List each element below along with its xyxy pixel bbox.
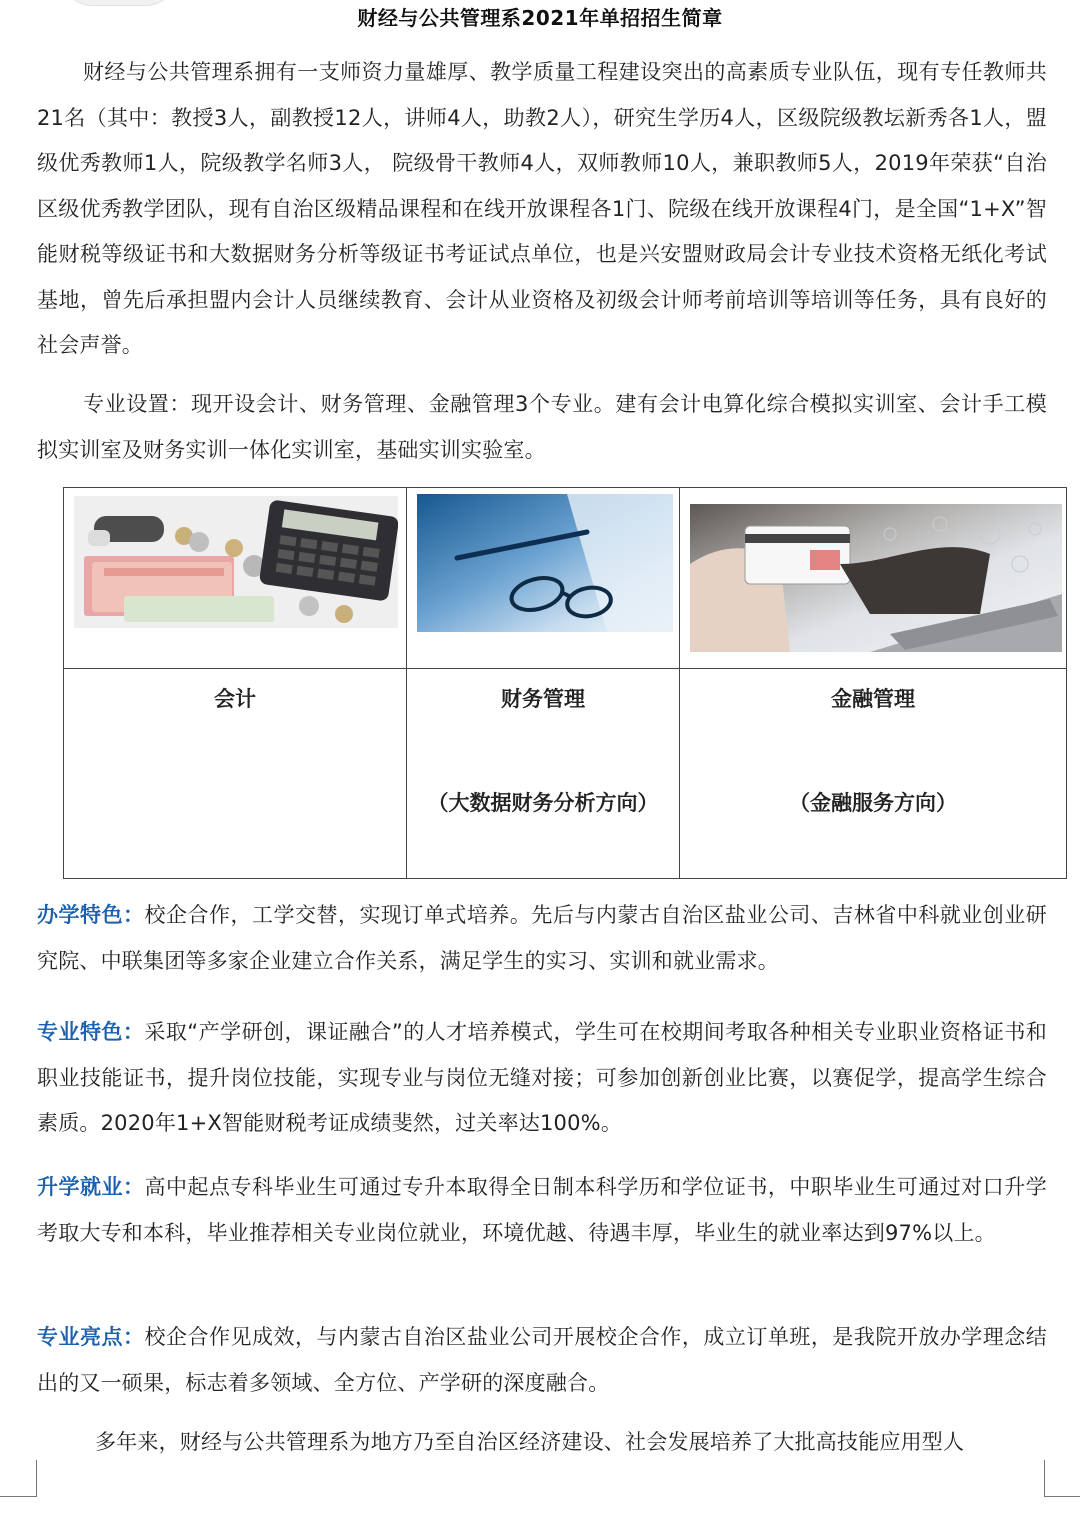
school-feature-paragraph — [37, 893, 1047, 984]
career-paragraph — [37, 1165, 1047, 1256]
highlight-paragraph — [37, 1315, 1047, 1406]
glasses-pen-photo-icon — [417, 494, 673, 632]
career-text: 高中起点专科毕业生可通过专升本取得全日制本科学历和学位证书，中职毕业生可通过对口升学考取大专和本科，毕业推荐相关专业岗位就业，环境优越、待遇丰厚，毕业生的就业率达到97%以上。 — [37, 1175, 1047, 1245]
major-finmgmt-direction: （大数据财务分析方向） — [427, 791, 659, 815]
accounting-image-cell — [64, 488, 407, 669]
majors-table — [63, 487, 1067, 879]
bank-card-photo-icon — [690, 504, 1062, 652]
school-feature-text: 校企合作，工学交替，实现订单式培养。先后与内蒙古自治区盐业公司、吉林省中科就业创业研究院、中联集团等多家企业建立合作关系，满足学生的实习、实训和就业需求。 — [37, 903, 1047, 973]
major-feature-label: 专业特色： — [37, 1020, 145, 1044]
major-feature-paragraph — [37, 1010, 1047, 1147]
closing-paragraph: 多年来，财经与公共管理系为地方乃至自治区经济建设、社会发展培养了大批高技能应用型人 — [95, 1430, 965, 1454]
major-finmgmt-name: 财务管理 — [501, 687, 585, 711]
major-accounting-cell — [64, 669, 407, 879]
major-accounting-name: 会计 — [214, 687, 256, 711]
career-label: 升学就业： — [37, 1175, 145, 1199]
major-finance-cell — [680, 669, 1067, 879]
major-finance-direction: （金融服务方向） — [789, 791, 957, 815]
highlight-text: 校企合作见成效，与内蒙古自治区盐业公司开展校企合作，成立订单班，是我院开放办学理念结出的又一硕果，标志着多领域、全方位、产学研的深度融合。 — [37, 1325, 1047, 1395]
major-finmgmt-cell — [407, 669, 680, 879]
intro-paragraph: 财经与公共管理系拥有一支师资力量雄厚、教学质量工程建设突出的高素质专业队伍，现有专任教师共21名（其中：教授3人，副教授12人，讲师4人，助教2人），研究生学历4人，区级院级教坛新秀各1人，盟级优秀教师1人，院级教学名师3人， 院级骨干教师4人，双师教师10人，兼职教师5人，2019年荣获“自治区级优秀教学团队，现有自治区级精品课程和在线开放课程各1门、院级在线开放课程4门，是全国“1+X”智能财税等级证书和大数据财务分析等级证书考证试点单位，也是兴安盟财政局会计专业技术资格无纸化考试基地，曾先后承担盟内会计人员继续教育、会计从业资格及初级会计师考前培训等培训等任务，具有良好的社会声誉。 — [37, 60, 1047, 357]
page-corner-mark-left — [0, 1460, 37, 1497]
school-feature-label: 办学特色： — [37, 903, 145, 927]
highlight-label: 专业亮点： — [37, 1325, 145, 1349]
major-finance-name: 金融管理 — [831, 687, 915, 711]
majors-setup-paragraph: 专业设置：现开设会计、财务管理、金融管理3个专业。建有会计电算化综合模拟实训室、会计手工模拟实训室及财务实训一体化实训室，基础实训实验室。 — [37, 392, 1047, 462]
finance-image-cell — [680, 488, 1067, 669]
major-feature-text: 采取“产学研创，课证融合”的人才培养模式，学生可在校期间考取各种相关专业职业资格证书和职业技能证书，提升岗位技能，实现专业与岗位无缝对接；可参加创新创业比赛，以赛促学，提高学生综合素质。2020年1+X智能财税考证成绩斐然，过关率达100%。 — [37, 1020, 1048, 1135]
page-corner-mark-right — [1044, 1460, 1080, 1497]
page-title: 财经与公共管理系2021年单招招生简章 — [357, 6, 723, 30]
money-calculator-photo-icon — [74, 496, 398, 628]
finmgmt-image-cell — [407, 488, 680, 669]
